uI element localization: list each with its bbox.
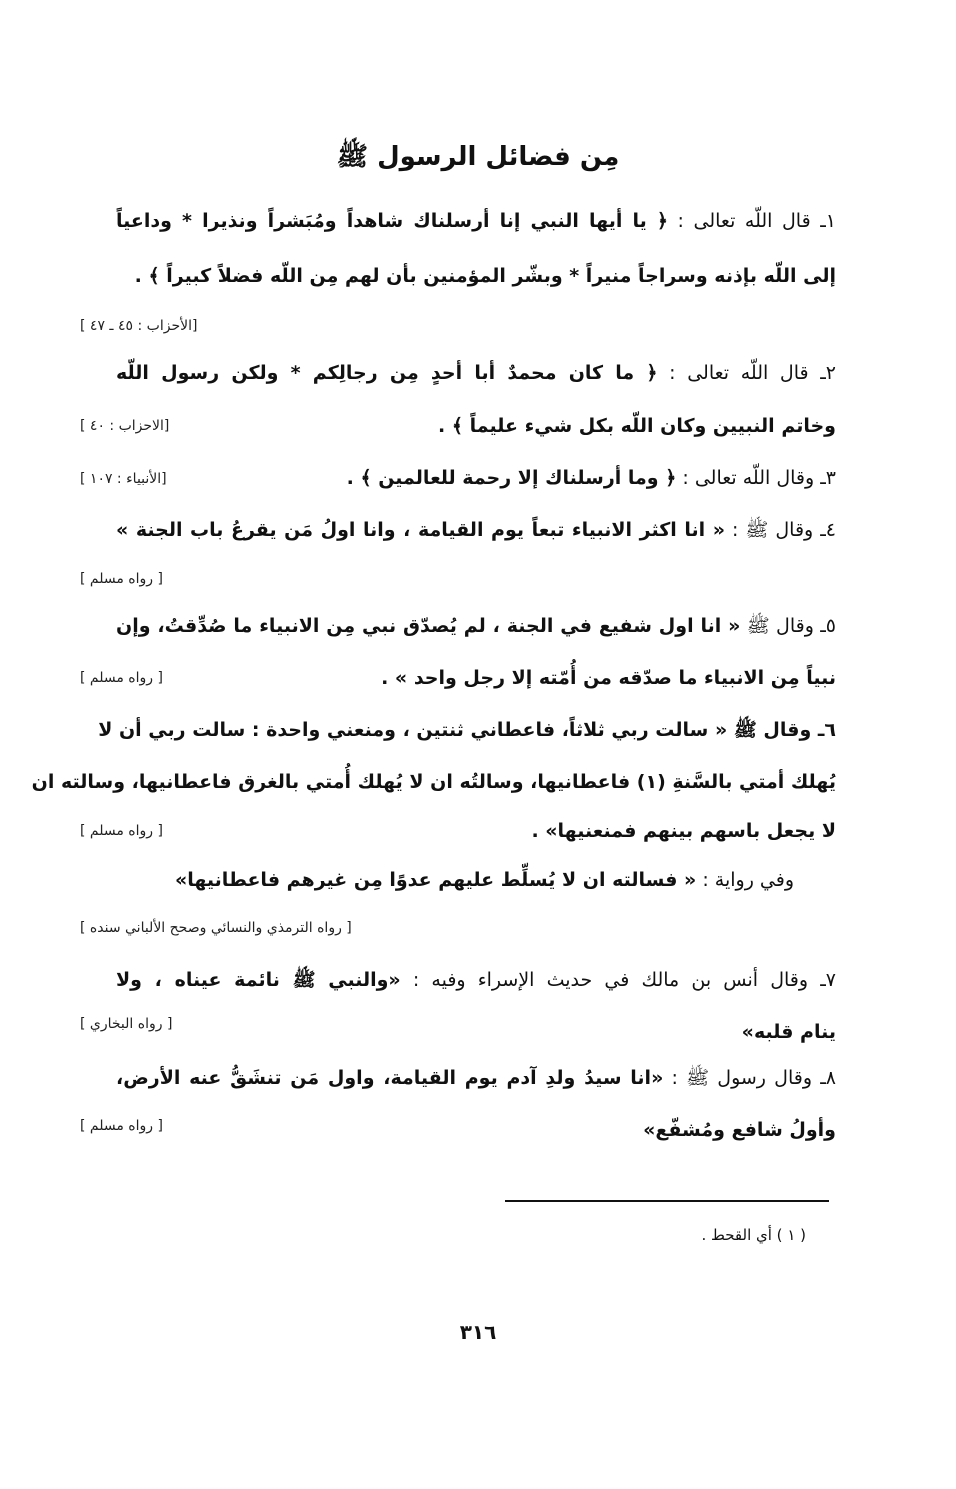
item-1-verse: ﴿ يا أيها النبي إنا أرسلناك شاهداً ومُبَشراً ونذيرا * وداعياً xyxy=(116,210,668,232)
item-6-variant-text: « فسالته ان لا يُسلِّط عليهم عدوًا مِن غيرهم فاعطانيها» xyxy=(174,869,697,891)
item-5-line-2 xyxy=(116,660,836,696)
page-number: ٣١٦ xyxy=(459,1320,497,1344)
item-3-reference: [الأنبياء : ١٠٧ ] xyxy=(80,471,167,487)
item-7-line-1 xyxy=(116,962,836,998)
item-3-intro: ٣ـ وقال اللّه تعالى : xyxy=(676,467,836,489)
item-7-reference: [ رواه البخاري ] xyxy=(80,1016,173,1032)
item-5-line-1 xyxy=(116,608,836,644)
item-1-reference: [الأحزاب : ٤٥ ـ ٤٧ ] xyxy=(80,318,198,334)
item-6-reference: [ رواه مسلم ] xyxy=(80,823,163,839)
item-7-line-2 xyxy=(116,1014,836,1050)
item-6-hadith-cont: يُهلك أمتي بالسَّنةِ (١) فاعطانيها، وسالتُه ان لا يُهلك أُمتي بالغرق فاعطانيها، وسالته ان xyxy=(31,771,836,793)
item-5-reference: [ رواه مسلم ] xyxy=(80,670,163,686)
item-6-variant xyxy=(74,862,794,898)
item-2-reference: [الاحزاب : ٤٠ ] xyxy=(80,418,170,434)
item-3-line-1 xyxy=(116,460,836,496)
item-4-reference: [ رواه مسلم ] xyxy=(80,571,163,587)
item-6-line-2 xyxy=(31,764,836,800)
item-6-variant-intro: وفي رواية : xyxy=(696,869,794,891)
item-8-line-1 xyxy=(116,1060,836,1096)
item-8-intro: ٨ـ وقال رسول ﷺ : xyxy=(663,1067,836,1089)
item-4-line-1 xyxy=(116,512,836,548)
item-8-hadith-cont: وأولُ شافع ومُشفّع» xyxy=(643,1119,836,1141)
item-4-intro: ٤ـ وقال ﷺ : xyxy=(725,519,836,541)
item-5-hadith: « انا اول شفيع في الجنة ، لم يُصدّق نبي مِن الانبياء ما صُدِّقتُ، وإن xyxy=(116,615,741,637)
item-7-intro: ٧ـ وقال أنس بن مالك في حديث الإسراء وفيه : xyxy=(400,969,836,991)
item-8-hadith: «انا سيدُ ولدِ آدم يوم القيامة، واول مَن تنشَقُّ عنه الأرض، xyxy=(116,1067,664,1089)
item-6-hadith: ٦ـ وقال ﷺ « سالت ربي ثلاثاً، فاعطاني ثنتين ، ومنعني واحدة : سالت ربي أن لا xyxy=(98,719,836,741)
item-1-line-1 xyxy=(116,203,836,239)
item-2-intro: ٢ـ قال اللّه تعالى : xyxy=(657,362,836,384)
item-2-verse-cont: وخاتم النبيين وكان اللّه بكل شيء عليماً ﴾ . xyxy=(438,415,836,437)
item-5-intro: ٥ـ وقال ﷺ xyxy=(740,615,836,637)
item-7-hadith-cont: ينام قلبه» xyxy=(741,1021,836,1043)
item-6-hadith-end: لا يجعل باسهم بينهم فمنعنيها» . xyxy=(531,820,836,842)
item-8-reference: [ رواه مسلم ] xyxy=(80,1118,163,1134)
item-4-hadith: « انا اكثر الانبياء تبعاً يوم القيامة ، وانا اولُ مَن يقرعُ باب الجنة » xyxy=(116,519,725,541)
item-6-line-3 xyxy=(116,813,836,849)
item-1-intro: ١ـ قال اللّه تعالى : xyxy=(668,210,836,232)
item-7-hadith: «والنبي ﷺ نائمة عيناه ، ولا xyxy=(116,969,401,991)
item-5-hadith-cont: نبياً مِن الانبياء ما صدّقه من أُمّته إلا رجل واحد » . xyxy=(381,667,836,689)
item-1-line-2 xyxy=(116,258,836,294)
footnote-divider xyxy=(505,1200,829,1202)
item-1-verse-cont: إلى اللّه بإذنه وسراجاً منيراً * وبشّر المؤمنين بأن لهم مِن اللّه فضلاً كبيراً ﴾ . xyxy=(134,265,836,287)
item-6-variant-reference: [ رواه الترمذي والنسائي وصحح الألباني سنده ] xyxy=(80,920,352,936)
footnote: ( ١ ) أي القحط . xyxy=(701,1226,806,1244)
item-2-line-2 xyxy=(116,408,836,444)
item-2-line-1 xyxy=(116,355,836,391)
item-8-line-2 xyxy=(116,1112,836,1148)
item-3-verse: ﴿ وما أرسلناك إلا رحمة للعالمين ﴾ . xyxy=(346,467,677,489)
item-6-line-1 xyxy=(98,712,836,748)
page-title: مِن فضائل الرسول ﷺ xyxy=(336,142,620,172)
item-2-verse: ﴿ ما كان محمدٌ أبا أحدٍ مِن رجالِكم * ولكن رسول اللّه xyxy=(116,362,658,384)
